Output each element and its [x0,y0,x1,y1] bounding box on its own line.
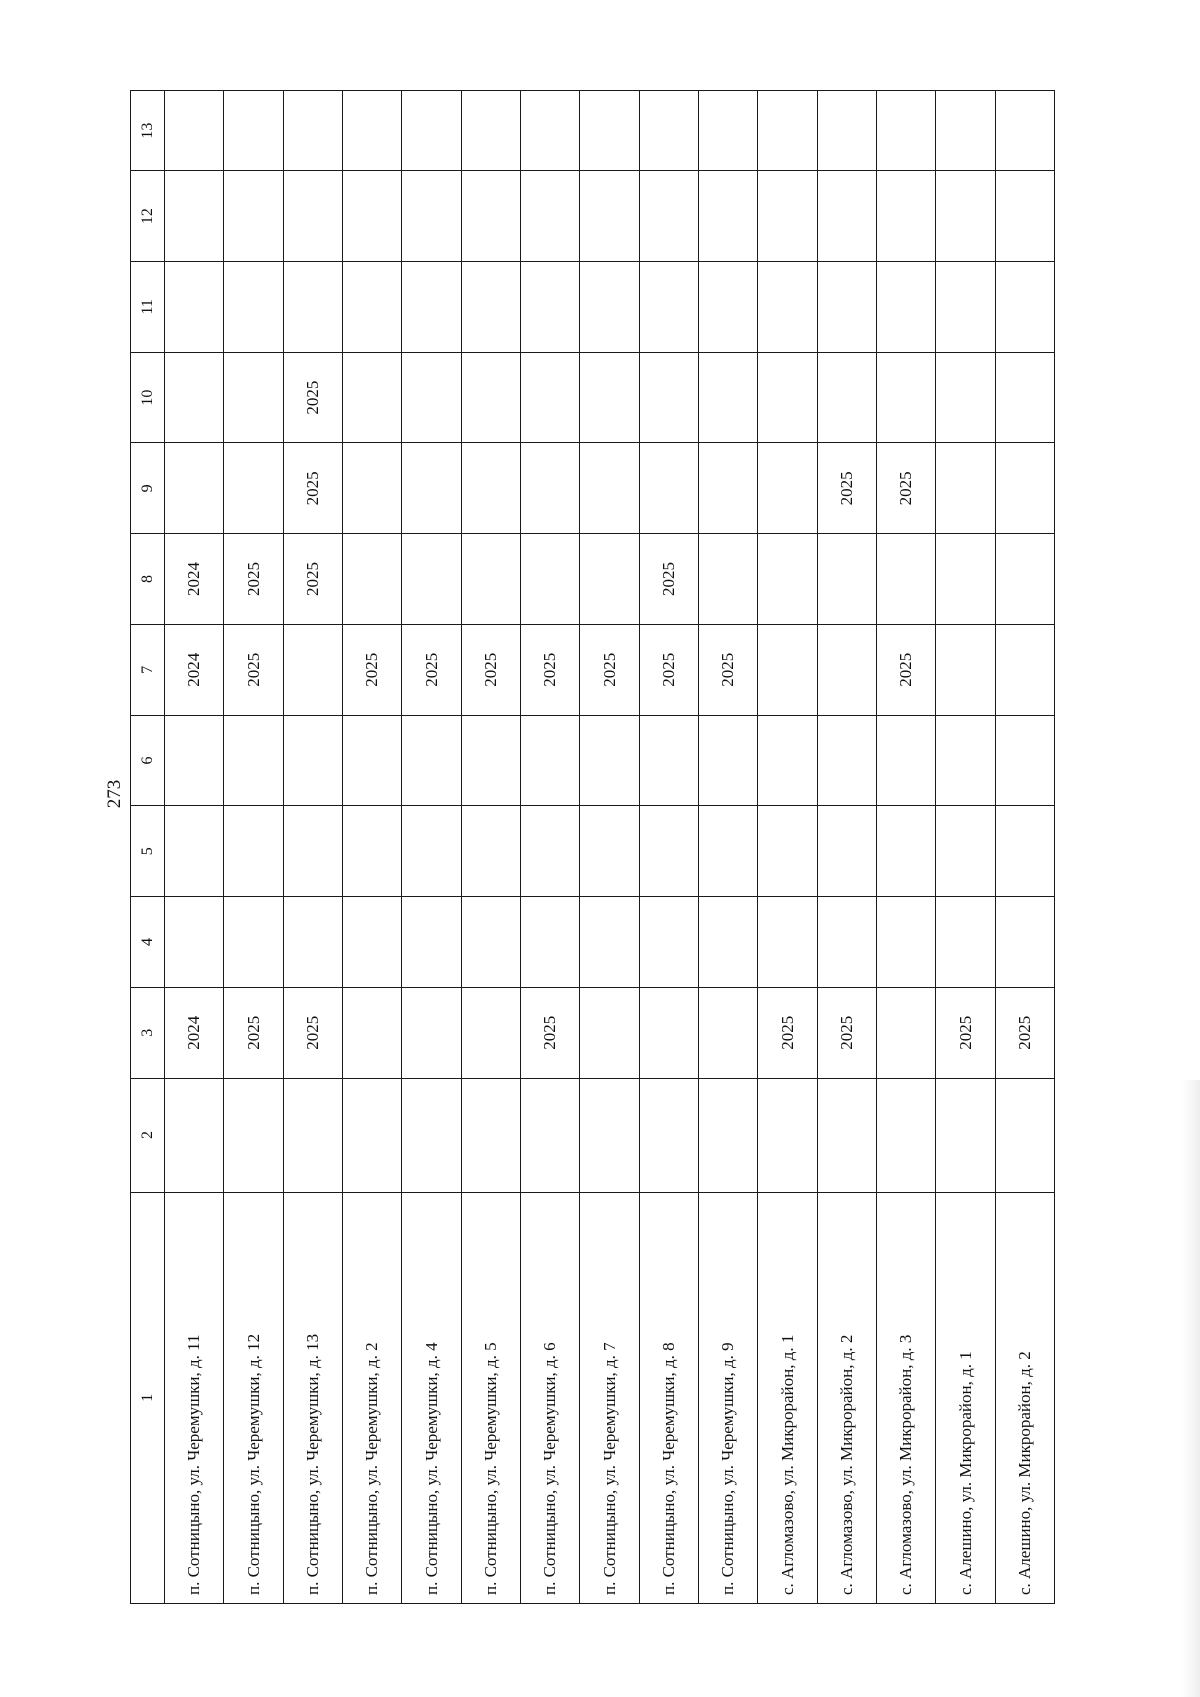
year-cell [758,624,817,715]
year-cell: 2025 [639,534,698,625]
year-cell [936,715,995,806]
year-cell [876,261,935,352]
year-cell [876,91,935,171]
year-cell [995,171,1054,262]
year-cell [698,534,757,625]
year-cell [224,352,283,443]
year-cell [283,715,342,806]
year-cell: 2025 [936,987,995,1078]
year-cell [817,806,876,897]
year-cell [876,897,935,988]
year-cell [698,715,757,806]
year-cell [995,715,1054,806]
year-cell [165,352,224,443]
year-cell [402,897,461,988]
year-cell [342,806,401,897]
year-cell [283,1078,342,1192]
year-cell [224,806,283,897]
year-cell [224,261,283,352]
year-cell: 2025 [224,624,283,715]
year-cell [165,171,224,262]
year-cell [995,624,1054,715]
year-cell [165,261,224,352]
year-cell [580,261,639,352]
year-cell: 2025 [342,624,401,715]
year-cell [520,352,579,443]
table-row [283,91,342,1604]
year-cell [342,1078,401,1192]
year-cell: 2025 [639,624,698,715]
address-cell: п. Сотницыно, ул. Черемушки, д. 5 [461,1192,520,1603]
table-row [936,91,995,1604]
table-row [639,91,698,1604]
year-cell [995,534,1054,625]
year-cell [165,806,224,897]
address-cell: п. Сотницыно, ул. Черемушки, д. 9 [698,1192,757,1603]
year-cell [224,715,283,806]
year-cell [936,806,995,897]
table-row [165,91,224,1604]
year-cell [876,806,935,897]
year-cell [639,1078,698,1192]
year-cell: 2025 [817,987,876,1078]
table-row [698,91,757,1604]
year-cell [342,987,401,1078]
year-cell [580,715,639,806]
year-cell [639,352,698,443]
year-cell: 2025 [698,624,757,715]
year-cell [995,352,1054,443]
table-row [817,91,876,1604]
year-cell: 2025 [580,624,639,715]
year-cell [165,897,224,988]
year-cell [758,534,817,625]
column-header-13: 13 [131,91,165,171]
table-row [342,91,401,1604]
year-cell [342,443,401,534]
year-cell [995,897,1054,988]
table-row [580,91,639,1604]
year-cell [520,91,579,171]
year-cell [165,443,224,534]
year-cell [698,171,757,262]
year-cell [402,534,461,625]
year-cell [758,352,817,443]
year-cell [461,443,520,534]
table-row [461,91,520,1604]
column-header-10: 10 [131,352,165,443]
year-cell [520,443,579,534]
column-header-8: 8 [131,534,165,625]
address-cell: п. Сотницыно, ул. Черемушки, д. 11 [165,1192,224,1603]
column-header-7: 7 [131,624,165,715]
year-cell [402,261,461,352]
year-cell [698,897,757,988]
page-number: 273 [104,779,125,809]
column-header-5: 5 [131,806,165,897]
year-cell [461,1078,520,1192]
year-cell [461,806,520,897]
year-cell [698,443,757,534]
year-cell [520,1078,579,1192]
year-cell [936,897,995,988]
address-cell: п. Сотницыно, ул. Черемушки, д. 2 [342,1192,401,1603]
year-cell [698,91,757,171]
year-cell [817,624,876,715]
year-cell [342,352,401,443]
column-header-1: 1 [131,1192,165,1603]
year-cell [165,1078,224,1192]
year-cell: 2025 [520,624,579,715]
year-cell: 2025 [461,624,520,715]
year-cell [639,806,698,897]
year-cell [698,1078,757,1192]
year-cell: 2025 [283,987,342,1078]
year-cell [639,261,698,352]
year-cell: 2025 [520,987,579,1078]
year-cell [283,624,342,715]
year-cell [817,91,876,171]
year-cell [165,91,224,171]
address-cell: п. Сотницыно, ул. Черемушки, д. 8 [639,1192,698,1603]
year-cell [580,1078,639,1192]
column-header-3: 3 [131,987,165,1078]
year-cell [520,261,579,352]
year-cell [817,352,876,443]
year-cell [520,534,579,625]
year-cell [936,534,995,625]
year-cell [817,1078,876,1192]
year-cell [580,534,639,625]
table-header-row [131,91,165,1604]
address-cell: с. Алешино, ул. Микрорайон, д. 1 [936,1192,995,1603]
year-cell [936,171,995,262]
table-row [402,91,461,1604]
year-cell [995,1078,1054,1192]
address-cell: с. Агломазово, ул. Микрорайон, д. 2 [817,1192,876,1603]
rotated-table-wrapper [130,90,1055,1604]
year-cell [580,443,639,534]
year-cell [461,534,520,625]
year-cell [758,443,817,534]
year-cell [639,91,698,171]
year-cell [995,261,1054,352]
table-row [995,91,1054,1604]
year-cell [936,1078,995,1192]
year-cell [461,715,520,806]
year-cell [342,91,401,171]
table-row [224,91,283,1604]
year-cell [461,91,520,171]
scan-edge-shadow [1182,1080,1200,1697]
year-cell [876,534,935,625]
year-cell: 2024 [165,534,224,625]
year-cell [342,715,401,806]
year-cell [580,171,639,262]
year-cell [817,171,876,262]
year-cell [995,443,1054,534]
year-cell: 2025 [817,443,876,534]
year-cell [936,352,995,443]
year-cell [461,261,520,352]
year-cell: 2025 [283,443,342,534]
address-cell: п. Сотницыно, ул. Черемушки, д. 7 [580,1192,639,1603]
year-cell [758,897,817,988]
year-cell: 2025 [283,352,342,443]
year-cell [402,1078,461,1192]
table-row [520,91,579,1604]
year-cell [936,261,995,352]
year-cell [342,171,401,262]
year-cell [580,91,639,171]
year-cell [639,987,698,1078]
year-cell [283,897,342,988]
year-cell [758,806,817,897]
table-body [165,91,1055,1604]
year-cell [758,1078,817,1192]
year-cell [698,806,757,897]
year-cell [224,897,283,988]
address-cell: с. Агломазово, ул. Микрорайон, д. 1 [758,1192,817,1603]
year-cell [461,352,520,443]
year-cell: 2025 [995,987,1054,1078]
year-cell [698,987,757,1078]
year-cell [461,897,520,988]
year-cell [876,715,935,806]
year-cell: 2025 [758,987,817,1078]
year-cell [165,715,224,806]
year-cell [817,261,876,352]
year-cell [817,715,876,806]
year-cell [639,715,698,806]
table-row [876,91,935,1604]
column-header-12: 12 [131,171,165,262]
year-cell [995,806,1054,897]
address-cell: п. Сотницыно, ул. Черемушки, д. 4 [402,1192,461,1603]
year-cell [698,352,757,443]
year-cell [402,171,461,262]
year-cell [639,443,698,534]
year-cell [342,534,401,625]
year-cell [580,352,639,443]
year-cell [876,987,935,1078]
year-cell [876,1078,935,1192]
year-cell [402,715,461,806]
column-header-2: 2 [131,1078,165,1192]
year-cell [402,352,461,443]
year-cell [402,987,461,1078]
year-cell [283,91,342,171]
year-cell [224,1078,283,1192]
year-cell: 2024 [165,624,224,715]
year-cell [580,987,639,1078]
column-header-4: 4 [131,897,165,988]
column-header-6: 6 [131,715,165,806]
year-cell [758,261,817,352]
year-cell [639,897,698,988]
year-cell [402,91,461,171]
year-cell [758,91,817,171]
year-cell: 2025 [224,987,283,1078]
year-cell [758,171,817,262]
year-cell [936,443,995,534]
year-cell [461,987,520,1078]
year-cell [283,806,342,897]
year-cell: 2024 [165,987,224,1078]
column-header-11: 11 [131,261,165,352]
year-cell: 2025 [876,624,935,715]
year-cell [520,806,579,897]
year-cell: 2025 [402,624,461,715]
year-cell [520,715,579,806]
table-row [758,91,817,1604]
year-cell [817,534,876,625]
column-header-9: 9 [131,443,165,534]
year-cell [224,443,283,534]
year-cell: 2025 [224,534,283,625]
data-table [130,90,1055,1604]
year-cell [402,806,461,897]
year-cell [283,171,342,262]
year-cell [639,171,698,262]
year-cell [520,171,579,262]
year-cell [698,261,757,352]
year-cell [995,91,1054,171]
year-cell [936,624,995,715]
year-cell [758,715,817,806]
year-cell [580,806,639,897]
year-cell [461,171,520,262]
year-cell [936,91,995,171]
address-cell: п. Сотницыно, ул. Черемушки, д. 13 [283,1192,342,1603]
address-cell: п. Сотницыно, ул. Черемушки, д. 12 [224,1192,283,1603]
year-cell [224,91,283,171]
year-cell [580,897,639,988]
address-cell: с. Агломазово, ул. Микрорайон, д. 3 [876,1192,935,1603]
year-cell [817,897,876,988]
year-cell [342,261,401,352]
year-cell [876,171,935,262]
address-cell: с. Алешино, ул. Микрорайон, д. 2 [995,1192,1054,1603]
year-cell [520,897,579,988]
year-cell [224,171,283,262]
year-cell: 2025 [876,443,935,534]
year-cell [402,443,461,534]
year-cell: 2025 [283,534,342,625]
address-cell: п. Сотницыно, ул. Черемушки, д. 6 [520,1192,579,1603]
year-cell [342,897,401,988]
year-cell [876,352,935,443]
year-cell [283,261,342,352]
